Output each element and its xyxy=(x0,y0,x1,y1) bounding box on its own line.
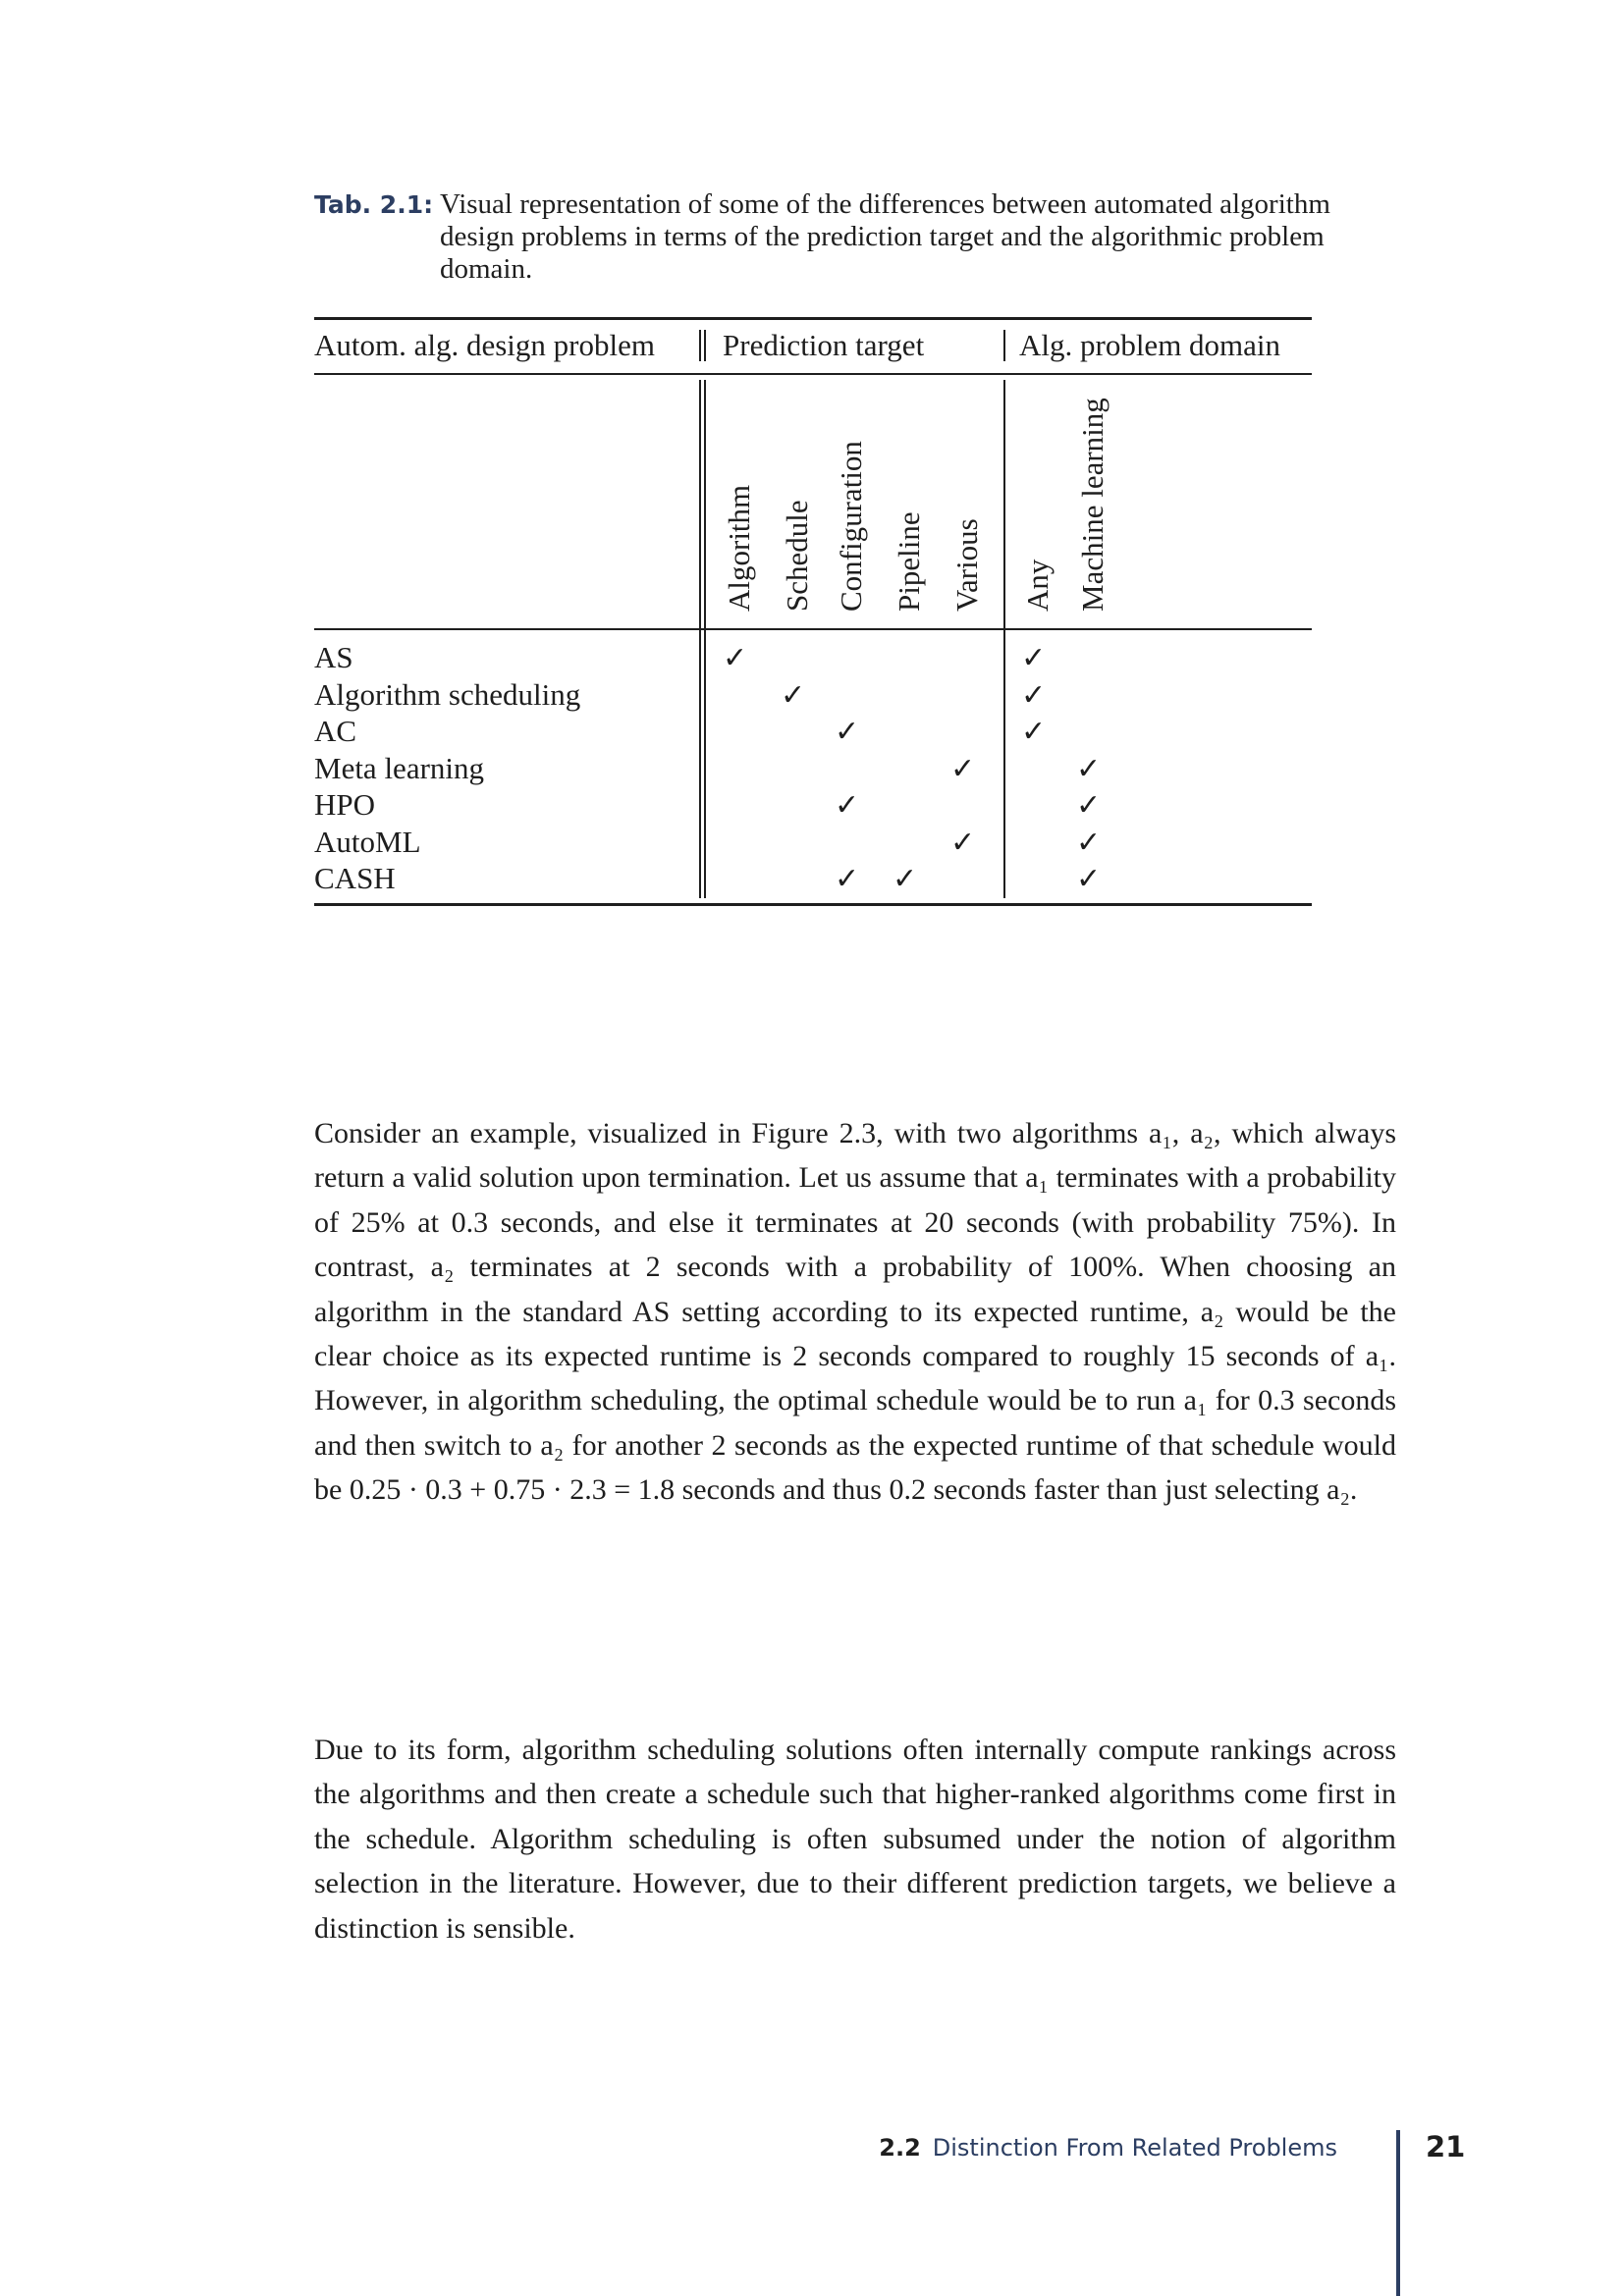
caption-text: Visual representation of some of the differences between automated algorithm design problems in terms of the prediction target and the algorithmic problem domain. xyxy=(440,188,1330,285)
footer-section-heading xyxy=(879,2134,1337,2162)
check-mark-icon: ✓ xyxy=(1021,677,1047,713)
check-mark-icon: ✓ xyxy=(1021,641,1047,675)
check-mark-icon: ✓ xyxy=(1076,825,1102,860)
double-vline-body-a xyxy=(699,380,701,898)
check-mark-icon: ✓ xyxy=(835,715,860,749)
comparison-table xyxy=(314,317,1312,906)
check-mark-icon: ✓ xyxy=(835,862,860,896)
check-mark-icon: ✓ xyxy=(723,641,748,675)
check-mark-icon: ✓ xyxy=(893,862,918,896)
paragraph-example: Consider an example, visualized in Figure 2.3, with two algorithms a₁, a₂, which always return a valid solution upon termination. Let us assume that a₁ terminates with a probability of 25% at 0.3 seconds, and else it terminates at 20 seconds (with probability 75%). In contrast, a₂ terminates at 2 seconds with a probability of 100%. When choosing an algorithm in the standard AS setting according to its expected runtime, a₂ would be the clear choice as its expected runtime is 2 seconds compared to roughly 15 seconds of a₁. However, in algorithm scheduling, the optimal schedule would be to run a₁ for 0.3 seconds and then switch to a₂ for another 2 seconds as the expected runtime of that schedule would be 0.25 · 0.3 + 0.75 · 2.3 = 1.8 seconds and thus 0.2 seconds faster than just selecting a₂. xyxy=(314,1117,1396,1507)
column-header-any: Any xyxy=(1020,559,1055,612)
check-mark-icon: ✓ xyxy=(950,825,976,860)
header-problem: Autom. alg. design problem xyxy=(314,328,655,362)
header-problem-domain: Alg. problem domain xyxy=(1019,328,1281,362)
table-bottom-rule xyxy=(314,903,1312,906)
column-header-algorithm: Algorithm xyxy=(722,484,756,612)
row-label: AC xyxy=(314,714,357,748)
column-header-various: Various xyxy=(949,518,984,612)
check-mark-icon: ✓ xyxy=(781,677,806,713)
check-mark-icon: ✓ xyxy=(1076,788,1102,823)
footer-section-title: Distinction From Related Problems xyxy=(932,2134,1337,2162)
caption-label: Tab. 2.1: xyxy=(314,190,434,219)
vline-domain-body xyxy=(1003,380,1005,898)
check-mark-icon: ✓ xyxy=(835,788,860,823)
table-caption xyxy=(314,188,1396,286)
check-mark-icon: ✓ xyxy=(1076,751,1102,786)
check-mark-icon: ✓ xyxy=(950,751,976,786)
footer-rule xyxy=(1396,2130,1400,2296)
page-number: 21 xyxy=(1426,2130,1466,2163)
double-vline-left-a xyxy=(699,330,701,361)
double-vline-left-b xyxy=(704,330,706,361)
check-mark-icon: ✓ xyxy=(1076,862,1102,896)
row-label: Algorithm scheduling xyxy=(314,676,581,712)
vline-domain-header xyxy=(1003,330,1005,361)
table-header-rule xyxy=(314,373,1312,375)
check-mark-icon: ✓ xyxy=(1021,715,1047,749)
column-header-pipeline: Pipeline xyxy=(892,511,926,612)
column-header-machine-learning: Machine learning xyxy=(1075,398,1110,612)
table-top-rule xyxy=(314,317,1312,320)
double-vline-body-b xyxy=(704,380,706,898)
row-label: AS xyxy=(314,640,353,674)
row-label: Meta learning xyxy=(314,750,485,785)
column-header-schedule: Schedule xyxy=(780,500,814,612)
column-header-configuration: Configuration xyxy=(834,441,868,612)
header-prediction-target: Prediction target xyxy=(723,328,925,362)
row-label: HPO xyxy=(314,787,376,822)
row-label: AutoML xyxy=(314,824,421,859)
footer-section-number: 2.2 xyxy=(879,2134,921,2162)
paragraph-distinction: Due to its form, algorithm scheduling solutions often internally compute rankings across the algorithms and then create a schedule such that higher-ranked algorithms come first in the schedule. Algorithm scheduling is often subsumed under the notion of algorithm selection in the literature. However, due to their different prediction targets, we believe a distinction is sensible. xyxy=(314,1734,1396,1945)
table-mid-rule xyxy=(314,628,1312,630)
row-label: CASH xyxy=(314,861,396,895)
